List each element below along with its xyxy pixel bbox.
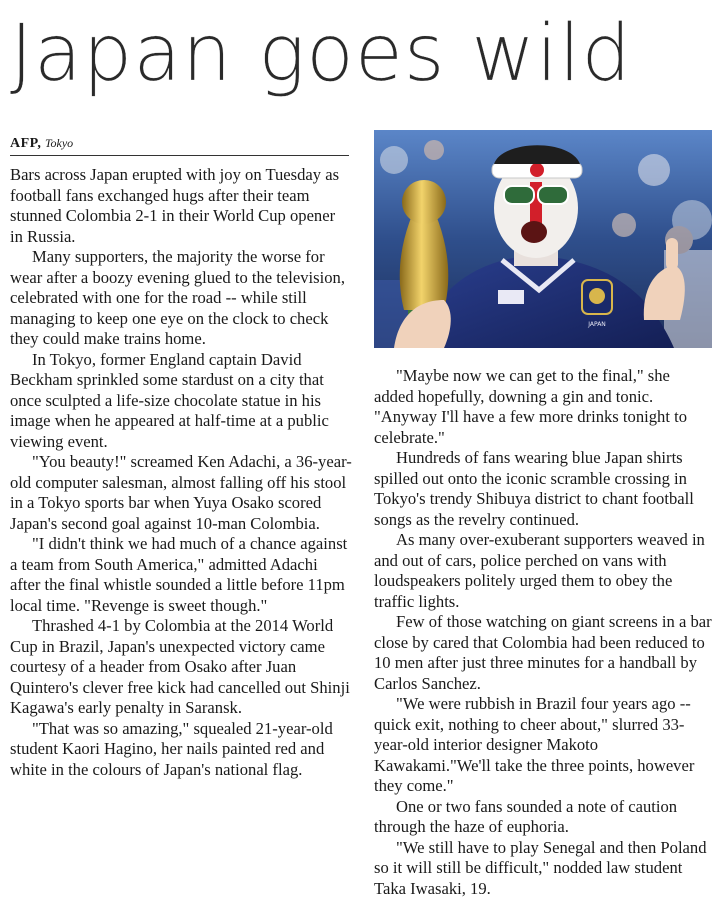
article-right-column bbox=[374, 366, 712, 899]
paragraph: One or two fans sounded a note of caution through the haze of euphoria. bbox=[374, 796, 678, 836]
fan-photo bbox=[374, 130, 712, 348]
paragraph: "Maybe now we can get to the final," she added hopefully, downing a gin and tonic. "Anyway I'll have a few more drinks tonight to celebrate." bbox=[374, 366, 687, 447]
paragraph: Bars across Japan erupted with joy on Tuesday as football fans exchanged hugs after their team stunned Colombia 2-1 in their World Cup opener in Russia. bbox=[10, 165, 340, 246]
paragraph: As many over-exuberant supporters weaved in and out of cars, police perched on vans with loudspeakers politely urged them to obey the traffic lights. bbox=[374, 530, 705, 611]
paragraph: Hundreds of fans wearing blue Japan shirts spilled out onto the iconic scramble crossing in Tokyo's trendy Shibuya district to chant football songs as the revelry continued. bbox=[374, 448, 694, 529]
headline: Japan goes wild bbox=[10, 9, 632, 99]
shirt-badge-label: JAPAN bbox=[588, 321, 606, 328]
paragraph: "That was so amazing," squealed 21-year-old student Kaori Hagino, her nails painted red and white in the colours of Japan's national flag. bbox=[10, 718, 333, 779]
paragraph: "We were rubbish in Brazil four years ago -- quick exit, nothing to cheer about," slurred 33-year-old interior designer Makoto Kawakami."We'll take the three points, however they come." bbox=[374, 694, 695, 795]
paragraph: "You beauty!" screamed Ken Adachi, a 36-year-old computer salesman, almost falling off his stool in a Tokyo sports bar when Yuya Osako scored Japan's second goal against 10-man Colombia. bbox=[10, 452, 352, 533]
byline-dateline: Tokyo bbox=[44, 136, 74, 150]
paragraph: Many supporters, the majority the worse for wear after a boozy evening glued to the television, celebrated with one for the road -- while still managing to keep one eye on the clock to check they could make trains home. bbox=[10, 247, 345, 348]
byline bbox=[10, 133, 349, 156]
paragraph: Thrashed 4-1 by Colombia at the 2014 World Cup in Brazil, Japan's unexpected victory came courtesy of a header from Osako after Juan Quintero's clever free kick had cancelled out Shinji Kagawa's early penalty in Saransk. bbox=[10, 616, 350, 717]
paragraph: "I didn't think we had much of a chance against a team from South America," admitted Adachi after the final whistle sounded a little before 11pm local time. "Revenge is sweet though." bbox=[10, 534, 348, 615]
byline-agency: AFP, bbox=[10, 136, 42, 151]
paragraph: "We still have to play Senegal and then Poland so it will still be difficult," nodded law student Taka Iwasaki, 19. bbox=[374, 837, 707, 898]
paragraph: In Tokyo, former England captain David Beckham sprinkled some stardust on a city that once sculpted a life-size chocolate statue in his image when he appeared at half-time at a public viewing event. bbox=[10, 349, 329, 451]
paragraph: Few of those watching on giant screens in a bar close by cared that Colombia had been reduced to 10 men after just three minutes for a handball by Carlos Sanchez. bbox=[374, 612, 712, 693]
article-left-column bbox=[10, 165, 352, 780]
